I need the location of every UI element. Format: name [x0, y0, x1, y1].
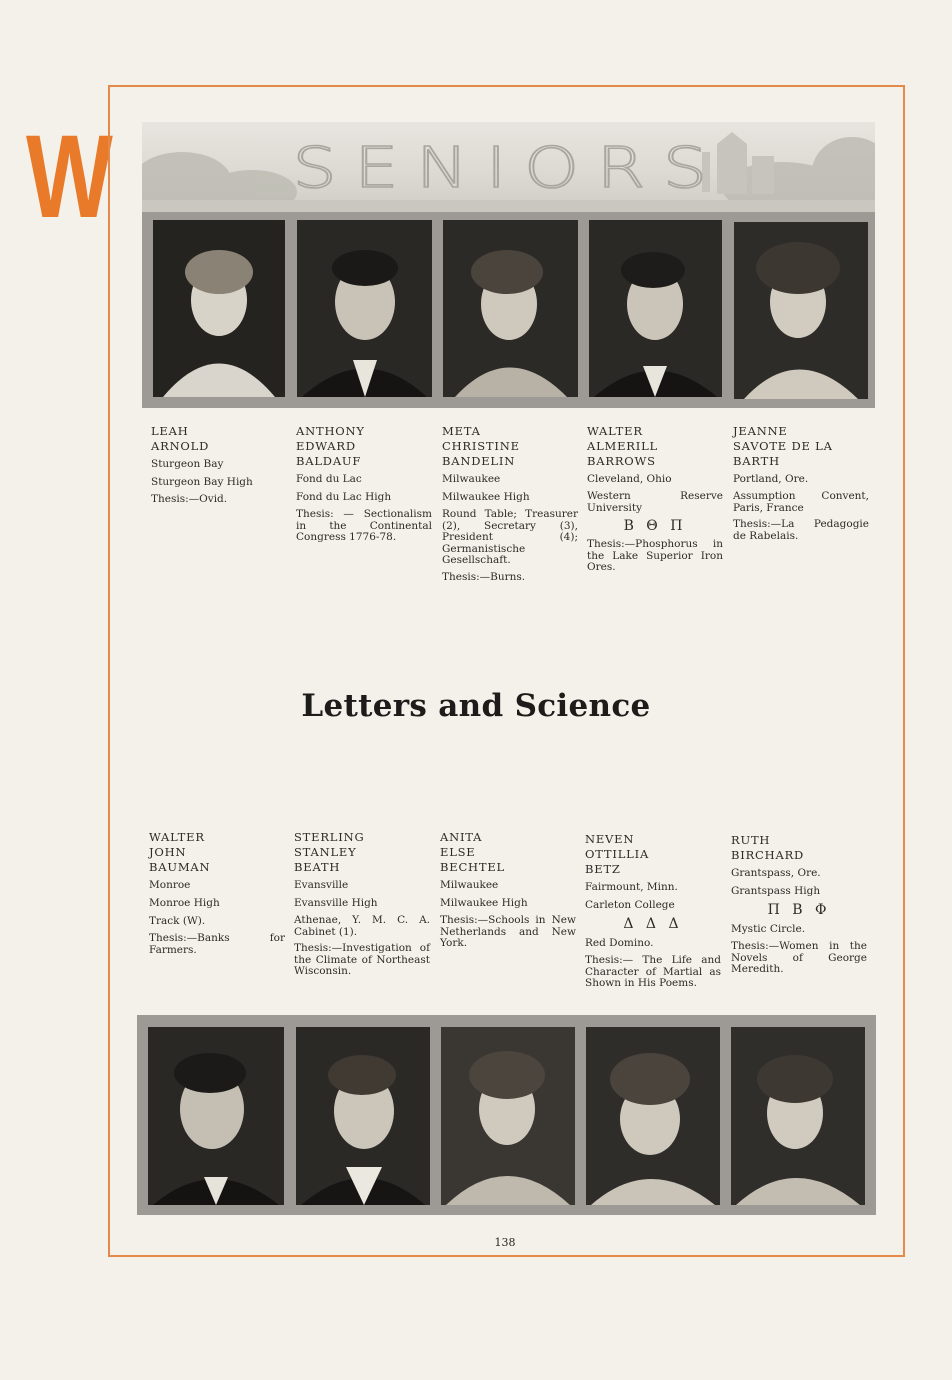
student-thesis: Thesis: — Sectionalism in the Continental Congress 1776-78.: [296, 508, 432, 543]
photo-ruth-birchard: [731, 1027, 865, 1205]
page-heading: Letters and Science: [301, 688, 651, 724]
photo-leah-arnold: [153, 220, 285, 397]
student-name: WALTER JOHN BAUMAN: [149, 830, 211, 874]
student-thesis: Thesis:—Schools in New Netherlands and New York.: [440, 914, 576, 949]
student-thesis: Thesis:—Women in the Novels of George Meredith.: [731, 940, 867, 975]
student-name: LEAH ARNOLD: [151, 424, 210, 453]
student-school: Monroe High: [149, 897, 220, 909]
page-number: 138: [494, 1236, 516, 1249]
student-anthony-baldauf: [296, 424, 432, 544]
student-name: ANTHONY EDWARD BALDAUF: [296, 424, 365, 468]
student-sterling-beath: [294, 830, 430, 978]
student-activities: Track (W).: [149, 915, 206, 927]
student-school: Grantspass High: [731, 885, 821, 897]
student-thesis: Thesis:—Phosphorus in the Lake Superior Iron Ores.: [587, 538, 723, 573]
student-thesis: Thesis:—La Pedagogie de Rabelais.: [733, 518, 869, 542]
student-hometown: Sturgeon Bay: [151, 458, 224, 470]
section-letter: W: [26, 111, 110, 243]
student-hometown: Cleveland, Ohio: [587, 473, 672, 485]
student-name: NEVEN OTTILLIA BETZ: [585, 832, 650, 876]
student-neven-betz: [585, 832, 721, 990]
student-hometown: Milwaukee: [442, 473, 501, 485]
student-thesis: Thesis:—Investigation of the Climate of Northeast Wisconsin.: [294, 942, 430, 977]
student-walter-barrows: [587, 424, 723, 574]
photo-walter-barrows: [589, 220, 722, 397]
photo-meta-bandelin: [443, 220, 578, 397]
student-activities: Mystic Circle.: [731, 923, 806, 935]
student-meta-bandelin: [442, 424, 578, 583]
student-activities: Athenae, Y. M. C. A. Cabinet (1).: [294, 914, 430, 938]
student-school: Fond du Lac High: [296, 491, 392, 503]
student-hometown: Milwaukee: [440, 879, 499, 891]
student-school: Assumption Convent, Paris, France: [733, 490, 869, 514]
student-hometown: Fairmount, Minn.: [585, 881, 678, 893]
student-school: Carleton College: [585, 899, 675, 911]
student-activities: Round Table; Treasurer (2), Secretary (3), President (4); Germanistische Gesellschaft.: [442, 508, 578, 566]
student-school: Milwaukee High: [442, 491, 530, 503]
greek-letters: Β Θ Π: [623, 518, 687, 534]
photo-neven-betz: [586, 1027, 720, 1205]
student-jeanne-barth: [733, 424, 869, 542]
student-hometown: Grantspass, Ore.: [731, 867, 821, 879]
student-name: JEANNE SAVOTE DE LA BARTH: [733, 424, 833, 468]
student-hometown: Monroe: [149, 879, 191, 891]
photo-anthony-baldauf: [297, 220, 432, 397]
student-school: Sturgeon Bay High: [151, 476, 253, 488]
student-name: WALTER ALMERILL BARROWS: [587, 424, 658, 468]
student-thesis: Thesis:— The Life and Character of Martial as Shown in His Poems.: [585, 954, 721, 989]
student-name: RUTH BIRCHARD: [731, 833, 805, 862]
student-leah-arnold: [151, 424, 287, 506]
student-hometown: Evansville: [294, 879, 349, 891]
student-name: META CHRISTINE BANDELIN: [442, 424, 520, 468]
student-activities: Red Domino.: [585, 937, 654, 949]
photo-walter-bauman: [148, 1027, 284, 1205]
student-walter-bauman: [149, 830, 285, 956]
photo-jeanne-barth: [734, 222, 868, 399]
student-school: Milwaukee High: [440, 897, 528, 909]
photo-sterling-beath: [296, 1027, 430, 1205]
student-name: ANITA ELSE BECHTEL: [440, 830, 505, 874]
student-hometown: Portland, Ore.: [733, 473, 809, 485]
student-school: Evansville High: [294, 897, 378, 909]
photo-anita-bechtel: [441, 1027, 575, 1205]
banner-title: SENIORS: [292, 136, 725, 201]
seniors-banner: [142, 122, 875, 212]
student-anita-bechtel: [440, 830, 576, 950]
student-thesis: Thesis:—Burns.: [442, 570, 526, 583]
student-thesis: Thesis:—Ovid.: [151, 493, 228, 505]
student-hometown: Fond du Lac: [296, 473, 362, 485]
greek-letters: Δ Δ Δ: [623, 916, 683, 932]
student-ruth-birchard: [731, 833, 867, 976]
student-name: STERLING STANLEY BEATH: [294, 830, 365, 874]
student-thesis: Thesis:—Banks for Farmers.: [149, 932, 285, 956]
student-school: Western Reserve University: [587, 490, 723, 514]
greek-letters: Π Β Φ: [767, 902, 831, 918]
